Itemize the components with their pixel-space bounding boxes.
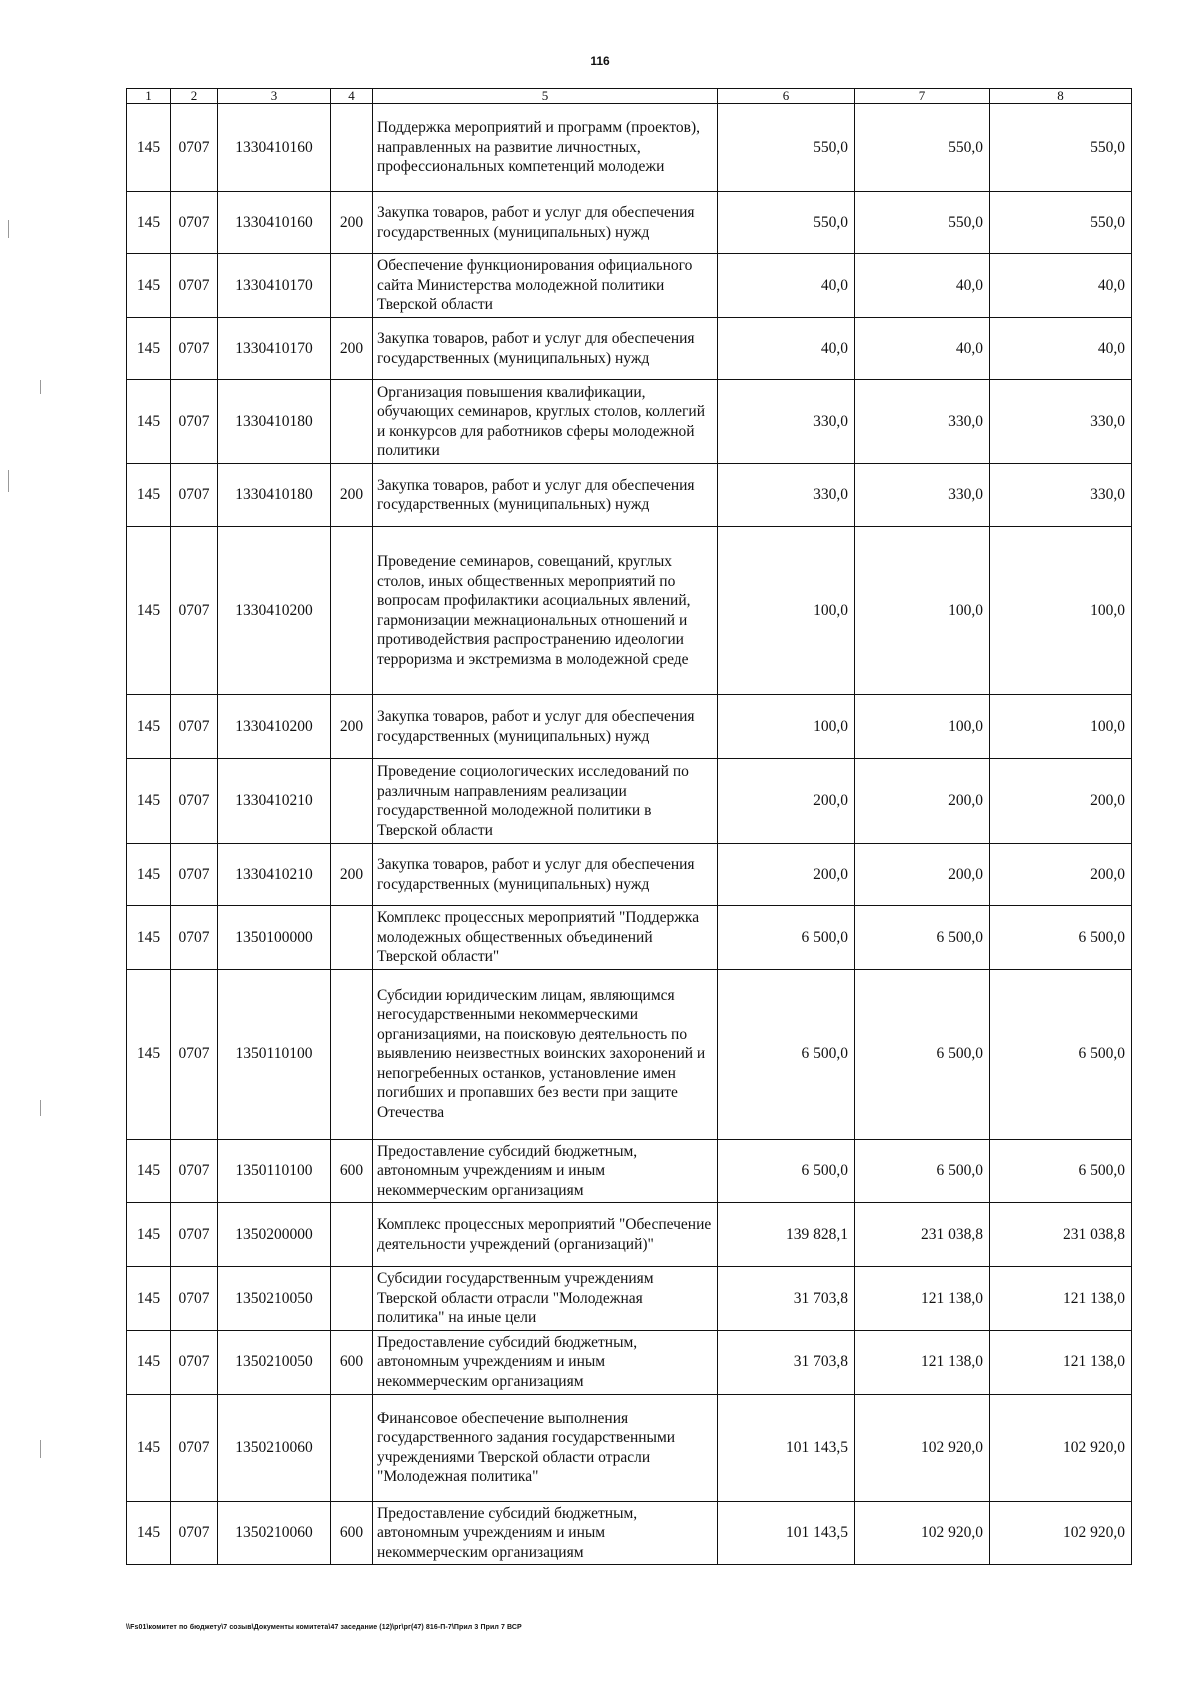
amount-col-8: 102 920,0 — [990, 1501, 1132, 1565]
scan-margin-mark — [40, 1440, 41, 1458]
amount-col-8: 550,0 — [990, 104, 1132, 192]
amount-col-7: 6 500,0 — [855, 1139, 990, 1203]
page-number: 116 — [590, 54, 610, 68]
expense-type-code — [331, 1203, 373, 1267]
amount-col-7: 6 500,0 — [855, 906, 990, 970]
expense-type-code — [331, 104, 373, 192]
table-row — [127, 1501, 1132, 1565]
table-row — [127, 380, 1132, 464]
section-code: 0707 — [171, 906, 218, 970]
amount-col-7: 330,0 — [855, 380, 990, 464]
target-article-code: 1330410180 — [218, 380, 331, 464]
section-code: 0707 — [171, 1501, 218, 1565]
item-description: Проведение социологических исследований по различным направлениям реализации государственной молодежной политики в Тверской области — [373, 759, 718, 844]
ministry-code: 145 — [127, 192, 171, 254]
amount-col-8: 40,0 — [990, 254, 1132, 318]
column-header: 8 — [990, 89, 1132, 104]
section-code: 0707 — [171, 380, 218, 464]
amount-col-7: 102 920,0 — [855, 1394, 990, 1501]
table-row — [127, 527, 1132, 695]
section-code: 0707 — [171, 1330, 218, 1394]
target-article-code: 1330410170 — [218, 254, 331, 318]
target-article-code: 1330410210 — [218, 759, 331, 844]
item-description: Обеспечение функционирования официального сайта Министерства молодежной политики Тверской области — [373, 254, 718, 318]
amount-col-6: 550,0 — [718, 192, 855, 254]
ministry-code: 145 — [127, 1330, 171, 1394]
target-article-code: 1350210060 — [218, 1394, 331, 1501]
section-code: 0707 — [171, 464, 218, 527]
section-code: 0707 — [171, 1139, 218, 1203]
ministry-code: 145 — [127, 464, 171, 527]
amount-col-6: 139 828,1 — [718, 1203, 855, 1267]
ministry-code: 145 — [127, 1139, 171, 1203]
amount-col-7: 40,0 — [855, 254, 990, 318]
expense-type-code: 200 — [331, 318, 373, 380]
expense-type-code — [331, 759, 373, 844]
column-header: 1 — [127, 89, 171, 104]
section-code: 0707 — [171, 1267, 218, 1331]
expense-type-code — [331, 380, 373, 464]
item-description: Предоставление субсидий бюджетным, автономным учреждениям и иным некоммерческим организациям — [373, 1330, 718, 1394]
item-description: Субсидии государственным учреждениям Тверской области отрасли "Молодежная политика" на иные цели — [373, 1267, 718, 1331]
table-row — [127, 1330, 1132, 1394]
target-article-code: 1350100000 — [218, 906, 331, 970]
column-number-row — [127, 89, 1132, 104]
table-row — [127, 844, 1132, 906]
amount-col-6: 6 500,0 — [718, 906, 855, 970]
item-description: Закупка товаров, работ и услуг для обеспечения государственных (муниципальных) нужд — [373, 695, 718, 759]
amount-col-7: 200,0 — [855, 844, 990, 906]
amount-col-6: 550,0 — [718, 104, 855, 192]
amount-col-8: 6 500,0 — [990, 1139, 1132, 1203]
amount-col-6: 6 500,0 — [718, 969, 855, 1139]
target-article-code: 1330410200 — [218, 695, 331, 759]
amount-col-6: 101 143,5 — [718, 1394, 855, 1501]
ministry-code: 145 — [127, 759, 171, 844]
table-row — [127, 759, 1132, 844]
amount-col-7: 100,0 — [855, 695, 990, 759]
section-code: 0707 — [171, 527, 218, 695]
expense-type-code: 200 — [331, 464, 373, 527]
ministry-code: 145 — [127, 906, 171, 970]
section-code: 0707 — [171, 1203, 218, 1267]
expense-type-code: 600 — [331, 1139, 373, 1203]
target-article-code: 1350200000 — [218, 1203, 331, 1267]
amount-col-8: 6 500,0 — [990, 969, 1132, 1139]
table-row — [127, 254, 1132, 318]
amount-col-6: 200,0 — [718, 844, 855, 906]
amount-col-7: 100,0 — [855, 527, 990, 695]
amount-col-8: 200,0 — [990, 844, 1132, 906]
ministry-code: 145 — [127, 1394, 171, 1501]
amount-col-7: 40,0 — [855, 318, 990, 380]
amount-col-8: 100,0 — [990, 527, 1132, 695]
amount-col-7: 231 038,8 — [855, 1203, 990, 1267]
target-article-code: 1350110100 — [218, 1139, 331, 1203]
amount-col-8: 100,0 — [990, 695, 1132, 759]
amount-col-8: 550,0 — [990, 192, 1132, 254]
amount-col-6: 40,0 — [718, 318, 855, 380]
ministry-code: 145 — [127, 380, 171, 464]
amount-col-8: 121 138,0 — [990, 1267, 1132, 1331]
table-row — [127, 1203, 1132, 1267]
amount-col-8: 200,0 — [990, 759, 1132, 844]
target-article-code: 1350210050 — [218, 1330, 331, 1394]
target-article-code: 1350210050 — [218, 1267, 331, 1331]
section-code: 0707 — [171, 969, 218, 1139]
ministry-code: 145 — [127, 254, 171, 318]
item-description: Закупка товаров, работ и услуг для обеспечения государственных (муниципальных) нужд — [373, 464, 718, 527]
amount-col-8: 231 038,8 — [990, 1203, 1132, 1267]
target-article-code: 1330410180 — [218, 464, 331, 527]
expense-type-code — [331, 969, 373, 1139]
column-header: 7 — [855, 89, 990, 104]
ministry-code: 145 — [127, 318, 171, 380]
item-description: Поддержка мероприятий и программ (проектов), направленных на развитие личностных, профессиональных компетенций молодежи — [373, 104, 718, 192]
scan-margin-mark — [8, 220, 9, 238]
item-description: Комплекс процессных мероприятий "Поддержка молодежных общественных объединений Тверской области" — [373, 906, 718, 970]
column-header: 5 — [373, 89, 718, 104]
scan-margin-mark — [40, 380, 41, 394]
expense-type-code — [331, 906, 373, 970]
ministry-code: 145 — [127, 1203, 171, 1267]
file-path-footer: \\Fs01\комитет по бюджету\7 созыв\Документы комитета\47 заседание (12)\рг\рг(47) 816-П-7\Прил 3 Прил 7 ВСР — [126, 1624, 522, 1631]
section-code: 0707 — [171, 318, 218, 380]
amount-col-8: 40,0 — [990, 318, 1132, 380]
amount-col-6: 31 703,8 — [718, 1267, 855, 1331]
amount-col-8: 330,0 — [990, 380, 1132, 464]
target-article-code: 1330410210 — [218, 844, 331, 906]
column-header: 4 — [331, 89, 373, 104]
amount-col-7: 102 920,0 — [855, 1501, 990, 1565]
item-description: Финансовое обеспечение выполнения государственного задания государственными учреждениями Тверской области отрасли "Молодежная политика" — [373, 1394, 718, 1501]
budget-table — [126, 88, 1132, 1565]
item-description: Закупка товаров, работ и услуг для обеспечения государственных (муниципальных) нужд — [373, 318, 718, 380]
expense-type-code: 600 — [331, 1330, 373, 1394]
amount-col-6: 6 500,0 — [718, 1139, 855, 1203]
section-code: 0707 — [171, 695, 218, 759]
amount-col-7: 121 138,0 — [855, 1267, 990, 1331]
table-row — [127, 906, 1132, 970]
amount-col-8: 102 920,0 — [990, 1394, 1132, 1501]
table-row — [127, 464, 1132, 527]
column-header: 6 — [718, 89, 855, 104]
ministry-code: 145 — [127, 695, 171, 759]
amount-col-6: 100,0 — [718, 695, 855, 759]
amount-col-6: 40,0 — [718, 254, 855, 318]
table-row — [127, 1139, 1132, 1203]
ministry-code: 145 — [127, 104, 171, 192]
target-article-code: 1330410160 — [218, 192, 331, 254]
amount-col-7: 6 500,0 — [855, 969, 990, 1139]
section-code: 0707 — [171, 1394, 218, 1501]
expense-type-code — [331, 254, 373, 318]
expense-type-code: 600 — [331, 1501, 373, 1565]
amount-col-7: 330,0 — [855, 464, 990, 527]
item-description: Субсидии юридическим лицам, являющимся негосударственными некоммерческими организациями, на поисковую деятельность по выявлению неизвестных воинских захоронений и непогребенных останков, установление имен погибших и пропавших без вести при защите Отечества — [373, 969, 718, 1139]
table-row — [127, 104, 1132, 192]
amount-col-8: 121 138,0 — [990, 1330, 1132, 1394]
section-code: 0707 — [171, 192, 218, 254]
amount-col-8: 6 500,0 — [990, 906, 1132, 970]
section-code: 0707 — [171, 844, 218, 906]
amount-col-6: 330,0 — [718, 380, 855, 464]
table-row — [127, 192, 1132, 254]
item-description: Предоставление субсидий бюджетным, автономным учреждениям и иным некоммерческим организациям — [373, 1139, 718, 1203]
ministry-code: 145 — [127, 844, 171, 906]
amount-col-8: 330,0 — [990, 464, 1132, 527]
table-row — [127, 969, 1132, 1139]
section-code: 0707 — [171, 759, 218, 844]
item-description: Комплекс процессных мероприятий "Обеспечение деятельности учреждений (организаций)" — [373, 1203, 718, 1267]
item-description: Проведение семинаров, совещаний, круглых столов, иных общественных мероприятий по вопросам профилактики асоциальных явлений, гармонизации межнациональных отношений и противодействия распространению идеологии терроризма и экстремизма в молодежной среде — [373, 527, 718, 695]
amount-col-6: 100,0 — [718, 527, 855, 695]
amount-col-7: 550,0 — [855, 104, 990, 192]
ministry-code: 145 — [127, 527, 171, 695]
item-description: Предоставление субсидий бюджетным, автономным учреждениям и иным некоммерческим организациям — [373, 1501, 718, 1565]
amount-col-7: 121 138,0 — [855, 1330, 990, 1394]
section-code: 0707 — [171, 254, 218, 318]
amount-col-7: 550,0 — [855, 192, 990, 254]
target-article-code: 1330410170 — [218, 318, 331, 380]
table-row — [127, 318, 1132, 380]
expense-type-code: 200 — [331, 844, 373, 906]
ministry-code: 145 — [127, 969, 171, 1139]
item-description: Закупка товаров, работ и услуг для обеспечения государственных (муниципальных) нужд — [373, 192, 718, 254]
table-row — [127, 1394, 1132, 1501]
expense-type-code — [331, 1267, 373, 1331]
target-article-code: 1350110100 — [218, 969, 331, 1139]
item-description: Закупка товаров, работ и услуг для обеспечения государственных (муниципальных) нужд — [373, 844, 718, 906]
expense-type-code: 200 — [331, 192, 373, 254]
amount-col-7: 200,0 — [855, 759, 990, 844]
expense-type-code — [331, 1394, 373, 1501]
column-header: 2 — [171, 89, 218, 104]
ministry-code: 145 — [127, 1267, 171, 1331]
amount-col-6: 31 703,8 — [718, 1330, 855, 1394]
column-header: 3 — [218, 89, 331, 104]
target-article-code: 1330410160 — [218, 104, 331, 192]
expense-type-code: 200 — [331, 695, 373, 759]
amount-col-6: 200,0 — [718, 759, 855, 844]
ministry-code: 145 — [127, 1501, 171, 1565]
amount-col-6: 330,0 — [718, 464, 855, 527]
target-article-code: 1330410200 — [218, 527, 331, 695]
table-row — [127, 1267, 1132, 1331]
scan-margin-mark — [40, 1100, 41, 1116]
item-description: Организация повышения квалификации, обучающих семинаров, круглых столов, коллегий и конкурсов для работников сферы молодежной политики — [373, 380, 718, 464]
table-row — [127, 695, 1132, 759]
scan-margin-mark — [8, 470, 9, 492]
expense-type-code — [331, 527, 373, 695]
target-article-code: 1350210060 — [218, 1501, 331, 1565]
amount-col-6: 101 143,5 — [718, 1501, 855, 1565]
table-body — [127, 104, 1132, 1565]
section-code: 0707 — [171, 104, 218, 192]
